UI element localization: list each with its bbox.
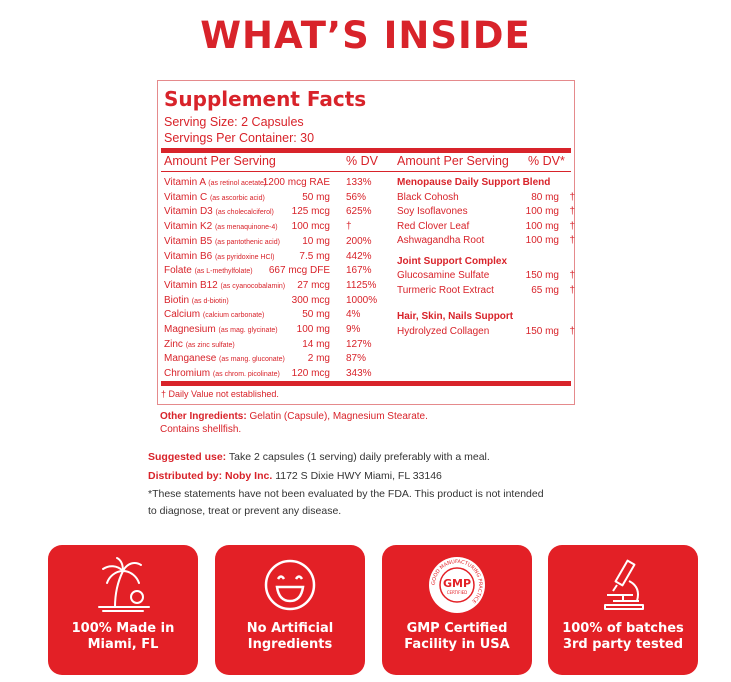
badge-no-artificial <box>215 545 365 675</box>
nutrient-amount: 27 mcg <box>297 279 330 291</box>
badge-line-2: 3rd party tested <box>562 637 684 652</box>
divider-thin <box>161 171 571 172</box>
nutrient-name <box>164 221 278 232</box>
nutrient-source: (as d-biotin) <box>191 297 229 305</box>
nutrient-row <box>158 251 576 265</box>
nutrient-name-text: Vitamin B12 <box>164 279 218 291</box>
badge-label <box>215 621 365 653</box>
nutrient-source: (as retinol acetate) <box>208 180 267 187</box>
badge-third-party-tested <box>548 545 698 675</box>
servings-per-container: Servings Per Container: 30 <box>164 131 315 145</box>
nutrient-amount: 125 mcg <box>291 206 330 218</box>
supplement-facts-panel <box>157 80 575 405</box>
nutrient-source: (as ascorbic acid) <box>209 194 265 202</box>
nutrient-name-text: Biotin <box>164 294 190 306</box>
blend-row <box>397 221 577 235</box>
seal-text: GMP <box>442 577 472 590</box>
nutrient-name <box>164 280 285 291</box>
nutrient-name <box>164 339 235 350</box>
nutrient-name <box>164 324 278 335</box>
nutrient-amount: 50 mg <box>302 191 330 203</box>
badge-line-1: No Artificial <box>246 621 334 636</box>
nutrient-source: (calcium carbonate) <box>202 312 265 320</box>
nutrient-source: (as zinc sulfate) <box>185 341 235 349</box>
blend-dv: † <box>569 191 575 203</box>
seal-ring-text: GOOD MANUFACTURING PRACTICE <box>430 558 484 605</box>
col-amount-left: Amount Per Serving <box>164 154 276 168</box>
nutrient-name-text: Folate <box>164 265 192 277</box>
blend-dv: † <box>569 220 575 232</box>
nutrient-name-text: Vitamin B6 <box>164 250 213 262</box>
nutrient-dv: 87% <box>346 353 367 365</box>
nutrient-name <box>164 236 280 247</box>
blend-row <box>397 192 577 206</box>
nutrient-amount: 7.5 mg <box>299 250 330 262</box>
nutrient-source: (as L-methylfolate) <box>194 268 253 276</box>
blend-row <box>397 285 577 299</box>
nutrient-source: (as cyanocobalamin) <box>220 282 286 290</box>
nutrient-amount: 1200 mcg RAE <box>262 177 330 188</box>
blend-ingredient: Red Clover Leaf <box>397 220 470 232</box>
blend-heading: Menopause Daily Support Blend <box>397 177 551 188</box>
nutrient-amount: 300 mcg <box>291 294 330 306</box>
nutrient-dv: 167% <box>346 265 372 277</box>
other-ingredients <box>160 410 428 436</box>
distributor-label: Distributed by: Noby Inc. <box>148 470 273 482</box>
nutrient-source: (as chrom. picolinate) <box>212 371 280 379</box>
nutrient-amount: 14 mg <box>302 338 330 350</box>
blend-amount: 100 mg <box>525 235 559 246</box>
badge-gmp-certified <box>382 545 532 675</box>
facts-heading: Supplement Facts <box>164 87 367 111</box>
nutrient-amount: 667 mcg DFE <box>268 265 330 277</box>
nutrient-name <box>164 177 266 188</box>
distributor-address: 1172 S Dixie HWY Miami, FL 33146 <box>275 470 442 482</box>
nutrient-name-text: Chromium <box>164 368 211 380</box>
blend-ingredient: Turmeric Root Extract <box>397 284 494 296</box>
blend-dv: † <box>569 206 575 217</box>
nutrient-row <box>158 368 576 382</box>
nutrient-dv: 127% <box>346 338 372 350</box>
blend-ingredient: Soy Isoflavones <box>397 206 468 217</box>
badge-label <box>48 621 198 653</box>
blend-amount: 150 mg <box>525 325 559 337</box>
blend-row <box>397 270 577 284</box>
nutrient-dv: 1125% <box>346 279 377 291</box>
nutrient-amount: 50 mg <box>302 309 330 321</box>
blend-dv: † <box>569 270 575 281</box>
nutrient-name-text: Vitamin A <box>164 177 206 188</box>
nutrient-name <box>164 265 253 276</box>
nutrient-dv: 442% <box>346 250 372 262</box>
blend-row <box>397 235 577 249</box>
nutrient-dv: 625% <box>346 206 372 218</box>
blend-ingredient: Ashwagandha Root <box>397 235 485 246</box>
nutrient-dv: 343% <box>346 368 372 380</box>
nutrient-dv: 133% <box>346 177 372 188</box>
nutrient-source: (as cholecalciferol) <box>215 209 274 217</box>
blend-row <box>397 206 577 220</box>
distributor <box>148 470 442 482</box>
nutrient-amount: 100 mg <box>296 324 330 335</box>
nutrient-row <box>158 353 576 367</box>
nutrient-source: (as mag. glycinate) <box>218 327 278 334</box>
nutrient-name-text: Manganese <box>164 353 217 365</box>
blend-amount: 65 mg <box>531 284 559 296</box>
blend-heading: Joint Support Complex <box>397 255 507 267</box>
badge-label <box>382 621 532 653</box>
col-dv-right: % DV* <box>528 154 565 168</box>
nutrient-row <box>158 309 576 323</box>
smiley-face-icon <box>260 555 320 615</box>
divider-bottom <box>161 381 571 386</box>
nutrient-name <box>164 295 229 306</box>
blend-amount: 150 mg <box>525 270 559 281</box>
nutrient-name <box>164 368 280 379</box>
nutrient-name-text: Vitamin K2 <box>164 221 213 233</box>
microscope-icon <box>593 555 653 615</box>
col-amount-right: Amount Per Serving <box>397 154 509 168</box>
blend-ingredient: Black Cohosh <box>397 191 459 203</box>
gmp-seal-icon <box>427 555 487 615</box>
badge-line-2: Facility in USA <box>404 637 510 652</box>
fda-disclaimer-line-1: *These statements have not been evaluated by the FDA. This product is not intended <box>148 488 544 500</box>
nutrient-source: (as pyridoxine HCl) <box>214 253 275 261</box>
nutrient-name-text: Vitamin C <box>164 191 208 203</box>
badge-label <box>548 621 698 653</box>
palm-tree-sun-icon <box>93 555 153 615</box>
badge-line-1: 100% of batches <box>562 621 684 636</box>
allergen-note: Contains shellfish. <box>160 424 242 435</box>
seal-sub-text: CERTIFIED <box>446 590 468 595</box>
other-ingredients-text: Gelatin (Capsule), Magnesium Stearate. <box>249 411 428 422</box>
nutrient-name <box>164 251 275 262</box>
nutrient-source: (as pantothenic acid) <box>214 238 280 246</box>
nutrient-amount: 2 mg <box>307 353 330 365</box>
suggested-use-text: Take 2 capsules (1 serving) daily preferably with a meal. <box>228 451 490 463</box>
nutrient-amount: 100 mcg <box>291 221 330 233</box>
footnote: † Daily Value not established. <box>161 389 279 399</box>
nutrient-name-text: Vitamin B5 <box>164 235 213 247</box>
blend-dv: † <box>569 325 575 337</box>
divider-thick <box>161 148 571 153</box>
nutrient-amount: 120 mcg <box>291 368 330 380</box>
page-title: WHAT’S INSIDE <box>200 14 531 57</box>
suggested-use <box>148 451 490 463</box>
nutrient-name-text: Vitamin D3 <box>164 206 213 218</box>
nutrient-dv: † <box>346 221 352 233</box>
badge-line-2: Ingredients <box>247 637 333 652</box>
nutrient-dv: 9% <box>346 324 361 335</box>
suggested-use-label: Suggested use: <box>148 451 227 463</box>
nutrient-amount: 10 mg <box>302 235 330 247</box>
blend-dv: † <box>569 284 575 296</box>
nutrient-dv: 56% <box>346 191 367 203</box>
blend-amount: 100 mg <box>525 206 559 217</box>
fda-disclaimer-line-2: to diagnose, treat or prevent any disease. <box>148 505 342 517</box>
badge-line-1: 100% Made in <box>71 621 175 636</box>
nutrient-name <box>164 353 285 364</box>
col-dv-left: % DV <box>346 154 378 168</box>
badge-made-in-miami <box>48 545 198 675</box>
blend-ingredient: Hydrolyzed Collagen <box>397 325 490 337</box>
nutrient-name-text: Calcium <box>164 309 201 321</box>
blend-row <box>397 326 577 340</box>
nutrient-dv: 200% <box>346 235 372 247</box>
nutrient-name <box>164 309 264 320</box>
nutrient-source: (as mang. gluconate) <box>219 356 285 364</box>
blend-amount: 80 mg <box>531 191 559 203</box>
nutrient-name-text: Zinc <box>164 338 183 350</box>
nutrient-source: (as menaquinone-4) <box>214 224 278 232</box>
badge-line-1: GMP Certified <box>406 621 508 636</box>
nutrient-name <box>164 206 274 217</box>
blend-heading: Hair, Skin, Nails Support <box>397 311 514 322</box>
nutrient-row <box>158 339 576 353</box>
nutrient-dv: 1000% <box>346 294 378 306</box>
badge-line-2: Miami, FL <box>87 637 159 652</box>
blend-dv: † <box>569 235 575 246</box>
nutrient-dv: 4% <box>346 309 361 321</box>
other-ingredients-label: Other Ingredients: <box>160 411 247 422</box>
blend-amount: 100 mg <box>525 220 559 232</box>
nutrient-name <box>164 192 265 203</box>
nutrient-name-text: Magnesium <box>164 324 216 335</box>
blend-ingredient: Glucosamine Sulfate <box>397 270 490 281</box>
serving-size: Serving Size: 2 Capsules <box>164 115 304 129</box>
